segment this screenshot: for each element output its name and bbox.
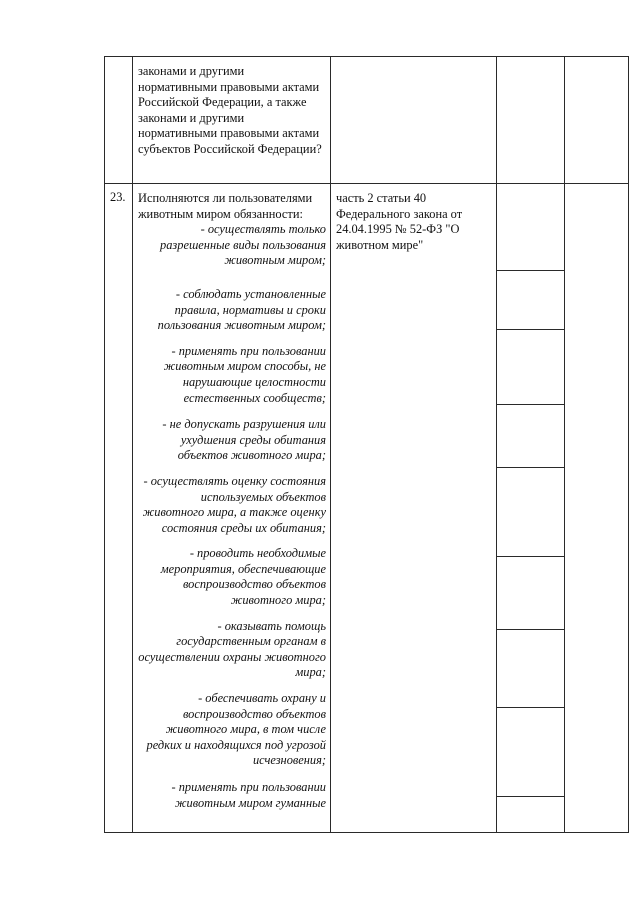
answer-cell (497, 184, 565, 833)
table-row-23 (105, 184, 629, 833)
answer-subcells (497, 184, 564, 797)
table-row-continuation (105, 57, 629, 184)
question-cell (133, 184, 331, 833)
answer-subcell (497, 467, 564, 556)
number-cell (105, 57, 133, 184)
answer-subcell (497, 707, 564, 796)
reference-cell (331, 57, 497, 184)
question-text (133, 184, 330, 269)
duty-item: - обеспечивать охрану и воспроизводство объектов животного мира, в том числе редких и находящихся под угрозой исчезновения; (146, 691, 326, 768)
question-lead: Исполняются ли пользователями животным миром обязанности: (138, 191, 313, 221)
answer-subcell (497, 404, 564, 467)
number-cell (105, 184, 133, 833)
duty-item: - применять при пользовании животным миром способы, не нарушающие целостности естественных сообществ; (163, 343, 326, 405)
checklist-table (104, 56, 629, 833)
duty-item: - оказывать помощь государственным органам в осуществлении охраны животного мира; (138, 618, 326, 680)
answer-cell (497, 57, 565, 184)
duty-item: - проводить необходимые мероприятия, обеспечивающие воспроизводство объектов животного мира; (160, 546, 326, 608)
note-cell (565, 184, 629, 833)
duty-item: - соблюдать установленные правила, нормативы и сроки пользования животным миром; (157, 286, 326, 333)
question-text: законами и другими нормативными правовыми актами Российской Федерации, а также законами и другими нормативными правовыми актами субъектов Российской Федерации? (138, 64, 322, 156)
answer-subcell (497, 270, 564, 329)
answer-subcell (497, 556, 564, 629)
answer-subcell (497, 796, 564, 797)
answer-subcell (497, 329, 564, 404)
duty-item: - не допускать разрушения или ухудшения среды обитания объектов животного мира; (162, 417, 326, 463)
note-cell (565, 57, 629, 184)
question-cell (133, 57, 331, 184)
duty-item: - осуществлять только разрешенные виды пользования животным миром; (160, 222, 326, 268)
answer-subcell (497, 629, 564, 707)
row-number: 23. (110, 190, 126, 204)
reference-text: часть 2 статьи 40 Федерального закона от 24.04.1995 № 52-ФЗ "О животном мире" (336, 191, 463, 252)
answer-subcell (497, 184, 564, 270)
duty-item: - применять при пользовании животным миром гуманные (171, 780, 326, 810)
reference-cell (331, 184, 497, 833)
duty-item: - осуществлять оценку состояния используемых объектов животного мира, а также оценку состояния среды их обитания; (142, 473, 326, 535)
